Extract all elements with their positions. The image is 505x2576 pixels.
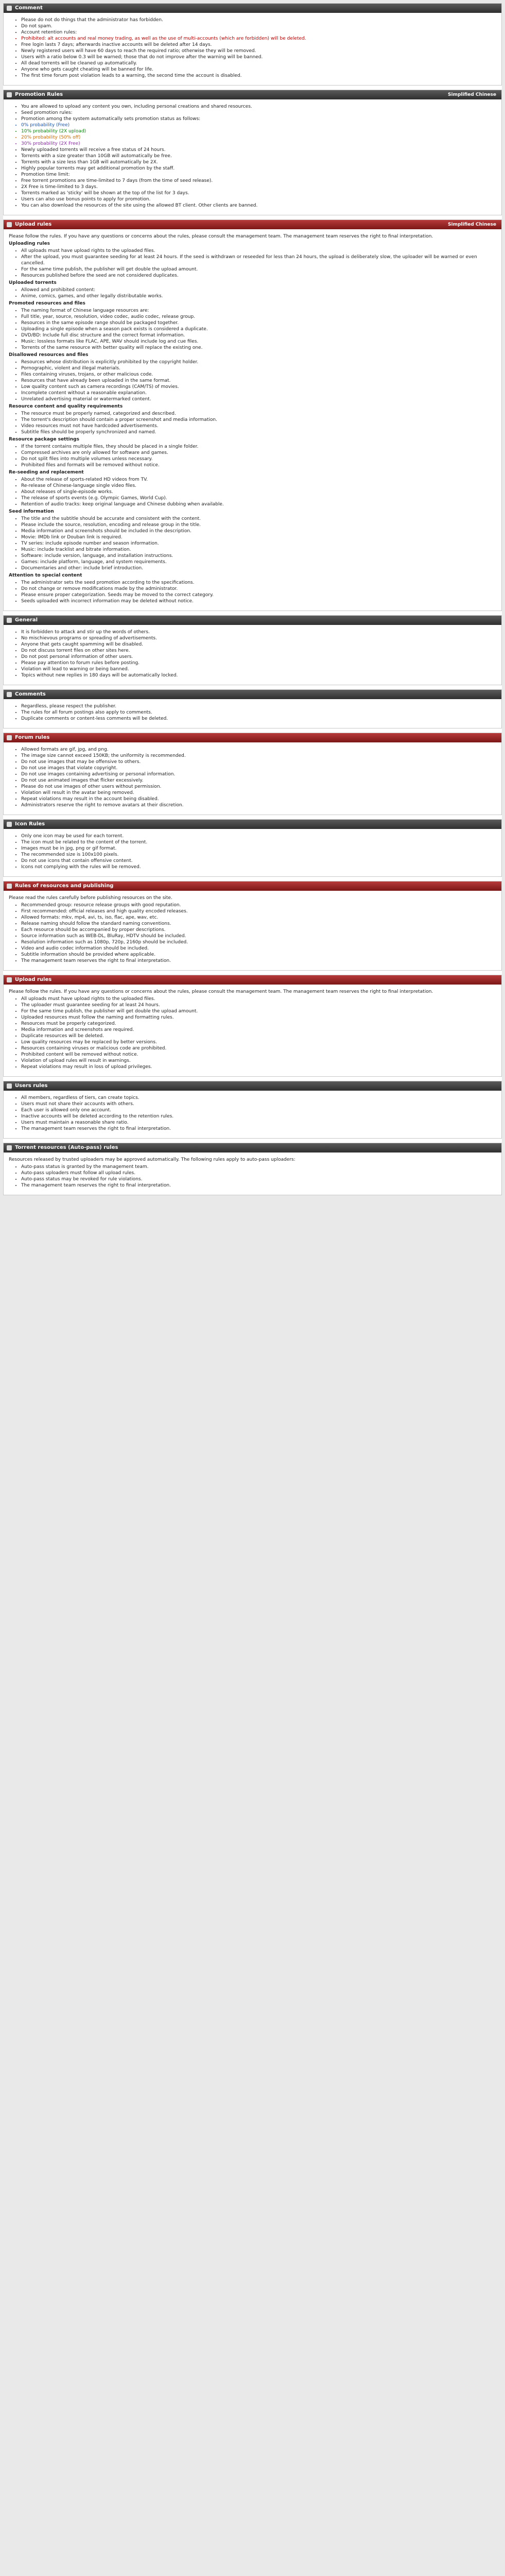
list-item: • Do not spam. (21, 23, 496, 29)
list-item: • Pornographic, violent and illegal materials. (21, 365, 496, 371)
section-auto-pass-rules (3, 1143, 502, 1195)
rules-list (16, 833, 496, 870)
list-item: • Do not post personal information of other users. (21, 654, 496, 660)
section-forum-rules (3, 733, 502, 815)
intro-paragraph: Please follow the rules. If you have any questions or concerns about the rules, please consult the management team. The management team reserves the right to final interpretation. (9, 989, 433, 994)
rules-list (16, 580, 496, 604)
list-item: • Each resource should be accompanied by proper descriptions. (21, 927, 496, 933)
rules-list (16, 17, 496, 79)
list-item: • Retention of audio tracks: keep original language and Chinese dubbing when available. (21, 501, 496, 507)
section-header[interactable] (4, 616, 501, 625)
subsection-heading: Uploaded torrents (9, 280, 57, 285)
list-item: • About releases of single-episode works. (21, 489, 496, 495)
list-item: • Do not use images that may be offensive to others. (21, 759, 496, 765)
rules-list (16, 629, 496, 679)
section-toggle-icon[interactable] (7, 222, 12, 227)
list-item: • You can also download the resources of the site using the allowed BT client. Other clients are banned. (21, 202, 496, 209)
list-item: • Free torrent promotions are time-limited to 7 days (from the time of seed release). (21, 178, 496, 184)
list-item: • Users must not share their accounts with others. (21, 1101, 496, 1107)
section-toggle-icon[interactable] (7, 692, 12, 697)
section-header[interactable] (4, 690, 501, 699)
list-item: • Anime, comics, games, and other legally distributable works. (21, 293, 496, 299)
section-title: Upload rules (15, 222, 52, 227)
list-item: • First recommended: official releases and high quality encoded releases. (21, 908, 496, 914)
section-toggle-icon[interactable] (7, 6, 12, 11)
intro-paragraph: Please follow the rules. If you have any questions or concerns about the rules, please consult the management team. The management team reserves the right to final interpretation. (9, 234, 433, 239)
rules-list (16, 1164, 496, 1189)
section-toggle-icon[interactable] (7, 735, 12, 740)
list-item: • Video and audio codec information should be included. (21, 945, 496, 952)
list-item: • It is forbidden to attack and stir up the words of others. (21, 629, 496, 635)
list-item: • Promotion time limit: (21, 172, 496, 178)
list-item: • Torrents of the same resource with better quality will replace the existing one. (21, 345, 496, 351)
rules-list (16, 359, 496, 402)
rules-list (16, 747, 496, 808)
subsection-heading: Uploading rules (9, 241, 50, 246)
list-item: • Repeat violations may result in loss of upload privileges. (21, 1064, 496, 1070)
section-header[interactable] (4, 4, 501, 13)
list-item: • The management team reserves the right to final interpretation. (21, 1126, 496, 1132)
list-item: • Auto-pass status may be revoked for rule violations. (21, 1176, 496, 1182)
section-title: Comments (15, 691, 46, 697)
list-item: • 20% probability (50% off) (21, 134, 496, 141)
list-item: • Topics without new replies in 180 days will be automatically locked. (21, 672, 496, 679)
rules-list (16, 248, 496, 279)
list-item: • The image size cannot exceed 150KB; the uniformity is recommended. (21, 753, 496, 759)
list-item: • Video resources must not have hardcoded advertisements. (21, 423, 496, 429)
section-body (4, 1153, 501, 1195)
list-item: • About the release of sports-related HD videos from TV. (21, 477, 496, 483)
intro-paragraph: Resources released by trusted uploaders may be approved automatically. The following rules apply to auto-pass uploaders: (9, 1157, 295, 1162)
list-item: • Recommended group: resource release groups with good reputation. (21, 902, 496, 908)
page (3, 3, 502, 1195)
rules-list (16, 444, 496, 468)
section-body (4, 699, 501, 728)
list-item: • Subtitle files should be properly synchronized and named. (21, 429, 496, 435)
list-item: • The naming format of Chinese language resources are: (21, 308, 496, 314)
section-resources-rules (3, 881, 502, 971)
list-item: • Games: include platform, language, and system requirements. (21, 559, 496, 565)
list-item: • Prohibited: alt accounts and real money trading, as well as the use of multi-accounts (which are forbidden) will be deleted. (21, 36, 496, 42)
list-item: • Auto-pass uploaders must follow all upload rules. (21, 1170, 496, 1176)
section-header[interactable] (4, 1081, 501, 1091)
list-item: • The icon must be related to the content of the torrent. (21, 839, 496, 845)
list-item: • 30% probability (2X Free) (21, 141, 496, 147)
list-item: • Regardless, please respect the publisher. (21, 703, 496, 709)
list-item: • If the torrent contains multiple files, they should be placed in a single folder. (21, 444, 496, 450)
list-item: • Resources whose distribution is explicitly prohibited by the copyright holder. (21, 359, 496, 365)
section-toggle-icon[interactable] (7, 884, 12, 889)
list-item: • The torrent's description should contain a proper screenshot and media information. (21, 417, 496, 423)
list-item: • All uploads must have upload rights to the uploaded files. (21, 248, 496, 254)
list-item: • 0% probability (Free) (21, 122, 496, 128)
section-title: Users rules (15, 1083, 48, 1089)
list-item: • Torrents marked as 'sticky' will be shown at the top of the list for 3 days. (21, 190, 496, 196)
rules-list (16, 308, 496, 351)
rules-list (16, 703, 496, 722)
section-title: Forum rules (15, 735, 50, 740)
section-toggle-icon[interactable] (7, 1145, 12, 1150)
list-item: • Users with a ratio below 0.3 will be warned; those that do not improve after the warning will be banned. (21, 54, 496, 60)
list-item: • Only one icon may be used for each torrent. (21, 833, 496, 839)
list-item: • Source information such as WEB-DL, BluRay, HDTV should be included. (21, 933, 496, 939)
list-item: • Please do not do things that the administrator has forbidden. (21, 17, 496, 23)
list-item: • Violation of upload rules will result in warnings. (21, 1058, 496, 1064)
list-item: • Please pay attention to forum rules before posting. (21, 660, 496, 666)
section-toggle-icon[interactable] (7, 977, 12, 982)
list-item: • Uploaded resources must follow the naming and formatting rules. (21, 1014, 496, 1021)
list-item: • Do not discuss torrent files on other sites here. (21, 648, 496, 654)
list-item: • Do not use icons that contain offensive content. (21, 858, 496, 864)
list-item: • Re-release of Chinese-language single video files. (21, 483, 496, 489)
list-item: • Users must maintain a reasonable share ratio. (21, 1120, 496, 1126)
list-item: • Resolution information such as 1080p, 720p, 2160p should be included. (21, 939, 496, 945)
list-item: • Violation will result in the avatar being removed. (21, 790, 496, 796)
list-item: • Movie: IMDb link or Douban link is required. (21, 534, 496, 540)
list-item: • Documentaries and other: include brief introduction. (21, 565, 496, 571)
list-item: • Please do not use images of other users without permission. (21, 784, 496, 790)
list-item: • 2X Free is time-limited to 3 days. (21, 184, 496, 190)
list-item: • 10% probability (2X upload) (21, 128, 496, 134)
list-item: • Anyone that gets caught spamming will be disabled. (21, 641, 496, 648)
section-language: Simplified Chinese (448, 222, 496, 227)
list-item: • Anyone who gets caught cheating will be banned for life. (21, 66, 496, 73)
section-body (4, 891, 501, 970)
list-item: • Allowed formats are gif, jpg, and png. (21, 747, 496, 753)
list-item: • The administrator sets the seed promotion according to the specifications. (21, 580, 496, 586)
list-item: • DVD/BD: Include full disc structure and the correct format information. (21, 332, 496, 338)
list-item: • Full title, year, source, resolution, video codec, audio codec, release group. (21, 314, 496, 320)
section-header[interactable] (4, 220, 501, 229)
list-item: • Subtitle information should be provided where applicable. (21, 952, 496, 958)
list-item: • You are allowed to upload any content you own, including personal creations and shared resources. (21, 104, 496, 110)
section-header[interactable] (4, 90, 501, 99)
list-item: • Duplicate comments or content-less comments will be deleted. (21, 716, 496, 722)
rules-list (16, 287, 496, 299)
subsection-heading: Re-seeding and replacement (9, 470, 84, 475)
list-item: • Music: include tracklist and bitrate information. (21, 547, 496, 553)
list-item: • The management team reserves the right to final interpretation. (21, 1182, 496, 1189)
section-header[interactable] (4, 975, 501, 985)
section-title: Torrent resources (Auto-pass) rules (15, 1145, 118, 1150)
section-body (4, 1091, 501, 1138)
list-item: • Icons not complying with the rules will be removed. (21, 864, 496, 870)
section-toggle-icon[interactable] (7, 92, 12, 97)
subsection-heading: Seed information (9, 509, 54, 514)
list-item: • The title and the subtitle should be accurate and consistent with the content. (21, 516, 496, 522)
list-item: • Repeat violations may result in the account being disabled. (21, 796, 496, 802)
section-body (4, 229, 501, 611)
section-toggle-icon[interactable] (7, 618, 12, 623)
section-body (4, 99, 501, 215)
list-item: • Auto-pass status is granted by the management team. (21, 1164, 496, 1170)
list-item: • Administrators reserve the right to remove avatars at their discretion. (21, 802, 496, 808)
list-item: • The rules for all forum postings also apply to comments. (21, 709, 496, 716)
subsection-heading: Attention to special content (9, 573, 82, 578)
list-item: • The resource must be properly named, categorized and described. (21, 411, 496, 417)
list-item: • Media information and screenshots should be included in the description. (21, 528, 496, 534)
list-item: • Users can also use bonus points to apply for promotion. (21, 196, 496, 202)
list-item: • The uploader must guarantee seeding for at least 24 hours. (21, 1002, 496, 1008)
rules-list (16, 996, 496, 1070)
list-item: • Prohibited content will be removed without notice. (21, 1052, 496, 1058)
list-item: • Uploading a single episode when a season pack exists is considered a duplicate. (21, 326, 496, 332)
list-item: • No mischievous programs or spreading of advertisements. (21, 635, 496, 641)
list-item: • Please ensure proper categorization. Seeds may be moved to the correct category. (21, 592, 496, 598)
list-item: • Unrelated advertising material or watermarked content. (21, 396, 496, 402)
list-item: • For the same time publish, the publisher will get double the upload amount. (21, 266, 496, 273)
section-header[interactable] (4, 820, 501, 829)
section-header[interactable] (4, 1143, 501, 1153)
section-users-rules (3, 1081, 502, 1139)
section-promotion-rules (3, 90, 502, 215)
list-item: • Torrents with a size greater than 10GB will automatically be free. (21, 153, 496, 159)
rules-list (16, 104, 496, 209)
list-item: • Software: include version, language, and installation instructions. (21, 553, 496, 559)
list-item: • Resources published before the seed are not considered duplicates. (21, 273, 496, 279)
list-item: • The management team reserves the right to final interpretation. (21, 958, 496, 964)
list-item: • Low quality resources may be replaced by better versions. (21, 1039, 496, 1045)
list-item: • Resources must be properly categorized. (21, 1021, 496, 1027)
section-body (4, 13, 501, 85)
list-item: • Each user is allowed only one account. (21, 1107, 496, 1113)
section-header[interactable] (4, 882, 501, 891)
section-general (3, 615, 502, 685)
section-title: General (15, 617, 38, 623)
rules-list (16, 411, 496, 435)
list-item: • Release naming should follow the standard naming conventions. (21, 921, 496, 927)
list-item: • Resources containing viruses or malicious code are prohibited. (21, 1045, 496, 1052)
list-item: • Low quality content such as camera recordings (CAM/TS) of movies. (21, 384, 496, 390)
section-title: Icon Rules (15, 821, 45, 827)
list-item: • Prohibited files and formats will be removed without notice. (21, 462, 496, 468)
rules-list (16, 902, 496, 964)
list-item: • The first time forum post violation leads to a warning, the second time the account is disabled. (21, 73, 496, 79)
list-item: • The release of sports events (e.g. Olympic Games, World Cup). (21, 495, 496, 501)
subsection-heading: Promoted resources and files (9, 301, 85, 306)
list-item: • Do not use images containing advertising or personal information. (21, 771, 496, 777)
section-comment (3, 3, 502, 86)
list-item: • All uploads must have upload rights to the uploaded files. (21, 996, 496, 1002)
section-body (4, 829, 501, 876)
section-body (4, 625, 501, 685)
list-item: • Seed promotion rules: (21, 110, 496, 116)
list-item: • The recommended size is 100x100 pixels. (21, 852, 496, 858)
list-item: • Duplicate resources will be deleted. (21, 1033, 496, 1039)
section-upload-rules-2 (3, 975, 502, 1077)
section-title: Promotion Rules (15, 92, 63, 97)
section-upload-rules (3, 219, 502, 611)
list-item: • Do not change or remove modifications made by the administrator. (21, 586, 496, 592)
list-item: • Free login lasts 7 days; afterwards inactive accounts will be deleted after 14 days. (21, 42, 496, 48)
section-title: Comment (15, 5, 43, 11)
subsection-heading: Disallowed resources and files (9, 352, 89, 358)
list-item: • Do not use images that violate copyright. (21, 765, 496, 771)
list-item: • Allowed and prohibited content: (21, 287, 496, 293)
section-header[interactable] (4, 733, 501, 742)
list-item: • Resources that have already been uploaded in the same format. (21, 378, 496, 384)
list-item: • Media information and screenshots are required. (21, 1027, 496, 1033)
list-item: • Music: lossless formats like FLAC, APE, WAV should include log and cue files. (21, 338, 496, 345)
list-item: • Highly popular torrents may get additional promotion by the staff. (21, 165, 496, 172)
list-item: • Do not use animated images that flicker excessively. (21, 777, 496, 784)
intro-paragraph: Please read the rules carefully before publishing resources on the site. (9, 895, 172, 901)
section-comments (3, 689, 502, 728)
section-title: Upload rules (15, 977, 52, 982)
list-item: • For the same time publish, the publisher will get double the upload amount. (21, 1008, 496, 1014)
section-title: Rules of resources and publishing (15, 883, 114, 889)
list-item: • Compressed archives are only allowed for software and games. (21, 450, 496, 456)
list-item: • Please include the source, resolution, encoding and release group in the title. (21, 522, 496, 528)
list-item: • Do not split files into multiple volumes unless necessary. (21, 456, 496, 462)
section-body (4, 985, 501, 1076)
list-item: • Newly uploaded torrents will receive a free status of 24 hours. (21, 147, 496, 153)
section-icon-rules (3, 819, 502, 877)
list-item: • Torrents with a size less than 1GB will automatically be 2X. (21, 159, 496, 165)
rules-list (16, 516, 496, 571)
section-body (4, 742, 501, 815)
section-language: Simplified Chinese (448, 92, 496, 97)
list-item: • All members, regardless of tiers, can create topics. (21, 1095, 496, 1101)
rules-list (16, 1095, 496, 1132)
list-item: • Seeds uploaded with incorrect information may be deleted without notice. (21, 598, 496, 604)
rules-list (16, 477, 496, 507)
list-item: • Resources in the same episode range should be packaged together. (21, 320, 496, 326)
subsection-heading: Resource package settings (9, 437, 79, 442)
list-item: • Incomplete content without a reasonable explanation. (21, 390, 496, 396)
list-item: • Files containing viruses, trojans, or other malicious code. (21, 371, 496, 378)
list-item: • Account retention rules: (21, 29, 496, 36)
list-item: • Violation will lead to warning or being banned. (21, 666, 496, 672)
list-item: • TV series: include episode number and season information. (21, 540, 496, 547)
list-item: • After the upload, you must guarantee seeding for at least 24 hours. If the seed is withdrawn or reseeded for less than 24 hours, the upload is deliberately slow, the uploader will be warned or even cancelled. (21, 254, 496, 266)
section-toggle-icon[interactable] (7, 1083, 12, 1089)
list-item: • All dead torrents will be cleaned up automatically. (21, 60, 496, 66)
list-item: • Images must be in jpg, png or gif format. (21, 845, 496, 852)
list-item: • Allowed formats: mkv, mp4, avi, ts, iso, flac, ape, wav, etc. (21, 914, 496, 921)
list-item: • Promotion among the system automatically sets promotion status as follows: (21, 116, 496, 122)
subsection-heading: Resource content and quality requirements (9, 404, 123, 409)
list-item: • Inactive accounts will be deleted according to the retention rules. (21, 1113, 496, 1120)
section-toggle-icon[interactable] (7, 822, 12, 827)
list-item: • Newly registered users will have 60 days to reach the required ratio; otherwise they will be removed. (21, 48, 496, 54)
